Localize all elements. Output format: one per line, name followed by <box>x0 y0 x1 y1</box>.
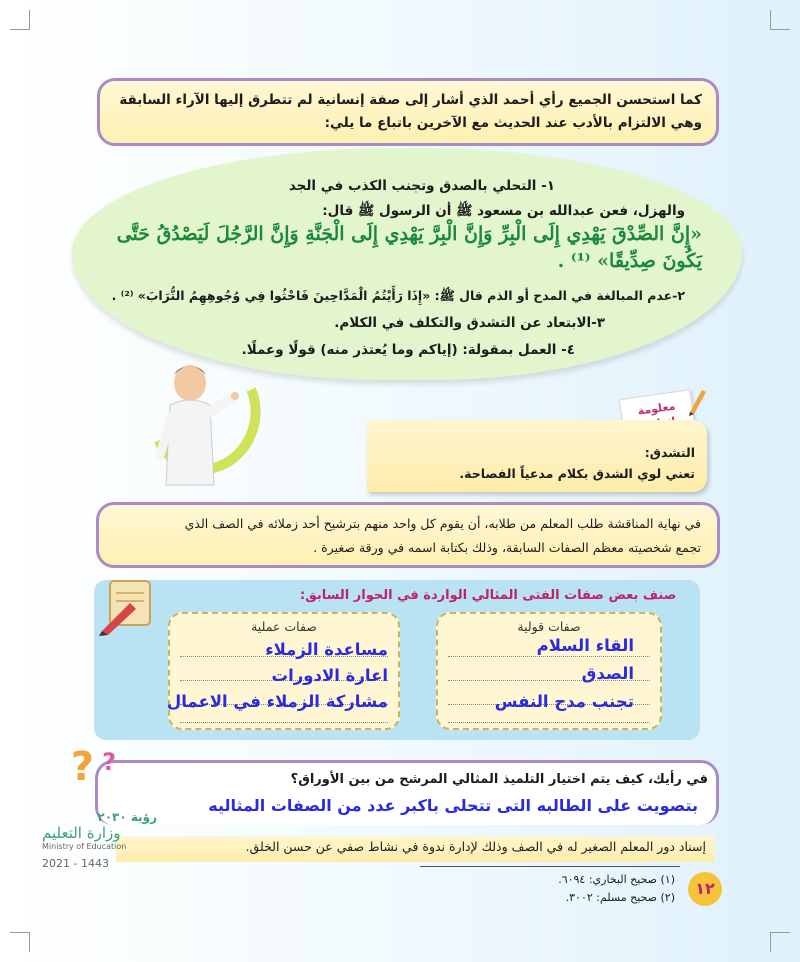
svg-text:?: ? <box>70 744 94 790</box>
verbal-traits-title: صفات قولية <box>517 619 581 634</box>
footnote-divider <box>420 866 680 867</box>
badge-line-1: معلومة <box>636 399 677 418</box>
verbal-traits-card <box>436 612 662 730</box>
practical-traits-card <box>168 612 400 730</box>
ministry-name-ar: وزارة التعليم <box>42 824 121 842</box>
verbal-trait-1[interactable]: القاء السلام <box>536 636 634 655</box>
practical-trait-2[interactable]: اعارة الادورات <box>271 666 388 685</box>
edition-year: 2021 - 1443 <box>42 857 109 870</box>
intro-line-2: وهي الالتزام بالأدب عند الحديث مع الآخرين باتباع ما يلي: <box>324 115 702 131</box>
verbal-trait-3[interactable]: تجنب مدح النفس <box>494 692 634 711</box>
practical-trait-3[interactable]: مشاركة الزملاء في الاعمال <box>166 692 388 711</box>
info-definition: تعني لوي الشدق بكلام مدعياً الفصاحة. <box>459 466 695 481</box>
page-number: ١٢ <box>688 872 722 906</box>
intro-line-1: كما استحسن الجميع رأي أحمد الذي أشار إلى صفة إنسانية لم تتطرق إليها الآراء السابقة <box>119 92 702 108</box>
footnote-1: (١) صحيح البخاري: ٦٠٩٤. <box>558 873 675 886</box>
question-text: في رأيك، كيف يتم اختيار التلميذ المثالي المرشح من بين الأوراق؟ <box>290 772 708 787</box>
cloud-item-3: ٣-الابتعاد عن التشدق والتكلف في الكلام. <box>334 315 605 331</box>
discussion-line-2: تجمع شخصيته معظم الصفات السابقة، وذلك بكتابة اسمه في ورقة صغيرة . <box>313 540 701 555</box>
discussion-box <box>96 502 720 568</box>
cloud-item-1a: ١- التحلي بالصدق وتجنب الكذب في الجد <box>288 178 555 194</box>
info-term: التشدق: <box>644 445 695 460</box>
crop-mark <box>10 10 30 30</box>
cloud-item-1b: والهزل، فعن عبدالله بن مسعود ﷺ أن الرسول ﷺ قال: <box>322 203 685 219</box>
svg-text:?: ? <box>102 748 116 776</box>
hadith-line-2: يَكُونَ صِدِّيقًا» ⁽¹⁾ . <box>557 250 702 272</box>
cloud-item-2: ٢-عدم المبالغة في المدح أو الذم قال ﷺ: «إِذَا رَأَيْتُمُ الْمَدَّاحِينَ فَاحْثُوا فِي وُجُوهِهِمُ التُّرَابَ» ⁽²⁾ . <box>111 288 685 303</box>
question-box <box>95 760 719 825</box>
task-box: إسناد دور المعلم الصغير له في الصف وذلك لإدارة ندوة في نشاط صفي عن حسن الخلق. <box>116 836 714 862</box>
question-answer[interactable]: بتصويت على الطالبه التى تتحلى باكبر عدد من الصفات المثاليه <box>208 796 698 815</box>
crop-mark <box>770 932 790 952</box>
question-mark-icon <box>70 740 146 790</box>
vision-logo: رؤية ٢٠٣٠ <box>97 810 157 824</box>
ministry-name-en: Ministry of Education <box>42 842 127 851</box>
discussion-line-1: في نهاية المناقشة طلب المعلم من طلابه، أن يقوم كل واحد منهم بترشيح أحد زملائه في الصف الذي <box>184 516 701 531</box>
enrichment-box <box>367 420 707 492</box>
activity-title: صنف بعض صفات الفتى المثالي الواردة في الحوار السابق: <box>300 588 677 603</box>
pencil-icon <box>686 386 708 416</box>
crop-mark <box>770 10 790 30</box>
intro-box <box>97 78 719 146</box>
scroll-pencil-icon <box>96 575 158 637</box>
cloud-item-4: ٤- العمل بمقولة: (إياكم وما يُعتذر منه) قولًا وعملًا. <box>241 342 575 358</box>
hadith-line-1: «إِنَّ الصِّدْقَ يَهْدِي إِلَى الْبِرِّ وَإِنَّ الْبِرَّ يَهْدِي إِلَى الْجَنَّةِ وَإِنَّ الرَّجُلَ لَيَصْدُقُ حَتَّى <box>116 223 702 245</box>
boy-illustration <box>130 345 240 495</box>
verbal-trait-2[interactable]: الصدق <box>581 664 634 683</box>
practical-trait-1[interactable]: مساعدة الزملاء <box>265 640 388 659</box>
ministry-logo <box>42 810 157 870</box>
footnote-2: (٢) صحيح مسلم: ٣٠٠٢. <box>565 891 675 904</box>
practical-traits-title: صفات عملية <box>251 619 317 634</box>
crop-mark <box>10 932 30 952</box>
